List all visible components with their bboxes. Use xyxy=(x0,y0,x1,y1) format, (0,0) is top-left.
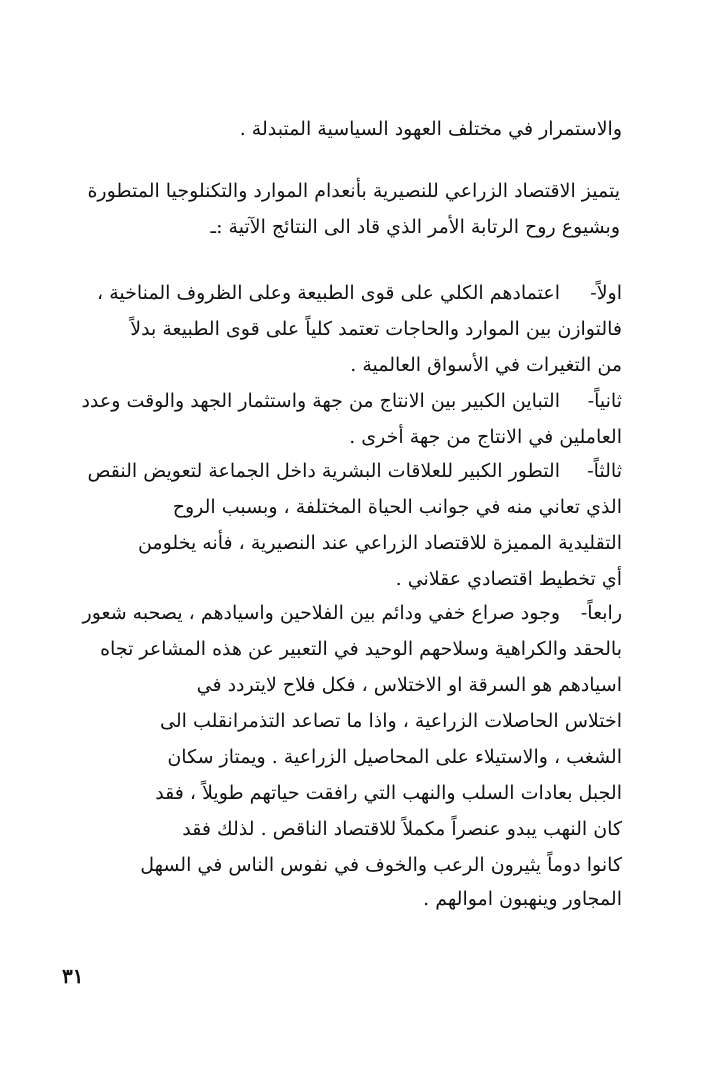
item-4-line-7: كان النهب يبدو عنصراً مكملاً للاقتصاد الناقص . لذلك فقد xyxy=(182,818,622,840)
item-1-line-1: اعتمادهم الكلي على قوى الطبيعة وعلى الظروف المناخية ، xyxy=(97,282,560,304)
item-1-line-2: فالتوازن بين الموارد والحاجات تعتمد كلياً على قوى الطبيعة بدلاً xyxy=(130,318,622,340)
top-line: والاستمرار في مختلف العهود السياسية المتبدلة . xyxy=(239,118,622,140)
intro-line-2: وبشيوع روح الرتابة الأمر الذي قاد الى النتائج الآتية :ـ xyxy=(210,216,620,238)
item-4-line-6: الجبل بعادات السلب والنهب التي رافقت حياتهم طويلاً ، فقد xyxy=(155,782,622,804)
item-label-3: ثالثاً- xyxy=(587,460,622,482)
item-2-line-1: التباين الكبير بين الانتاج من جهة واستثمار الجهد والوقت وعدد xyxy=(81,390,560,412)
item-label-1: اولاً- xyxy=(590,282,622,304)
item-4-line-4: اختلاس الحاصلات الزراعية ، واذا ما تصاعد التذمرانقلب الى xyxy=(160,710,622,732)
item-3-line-1: التطور الكبير للعلاقات البشرية داخل الجماعة لتعويض النقص xyxy=(87,460,560,482)
item-4-line-2: بالحقد والكراهية وسلاحهم الوحيد في التعبير عن هذه المشاعر تجاه xyxy=(100,638,622,660)
item-3-line-3: التقليدية المميزة للاقتصاد الزراعي عند النصيرية ، فأنه يخلومن xyxy=(137,532,622,554)
item-3-line-2: الذي تعاني منه في جوانب الحياة المختلفة ، وبسبب الروح xyxy=(172,496,622,518)
item-label-4: رابعاً- xyxy=(580,602,622,624)
item-3-line-4: أي تخطيط اقتصادي عقلاني . xyxy=(395,568,622,590)
item-4-line-5: الشغب ، والاستيلاء على المحاصيل الزراعية . ويمتاز سكان xyxy=(167,746,622,768)
item-1-line-3: من التغيرات في الأسواق العالمية . xyxy=(350,354,622,376)
item-4-line-3: اسيادهم هو السرقة او الاختلاس ، فكل فلاح لايتردد في xyxy=(196,674,622,696)
intro-line-1: يتميز الاقتصاد الزراعي للنصيرية بأنعدام الموارد والتكنلوجيا المتطورة xyxy=(87,180,620,202)
item-4-line-8: كانوا دوماً يثيرون الرعب والخوف في نفوس الناس في السهل xyxy=(140,854,622,876)
item-4-line-9: المجاور وينهبون اموالهم . xyxy=(423,888,622,910)
item-label-2: ثانياً- xyxy=(587,390,622,412)
page-number: ٣١ xyxy=(62,964,84,988)
item-2-line-2: العاملين في الانتاج من جهة أخرى . xyxy=(349,426,622,448)
item-4-line-1: وجود صراع خفي ودائم بين الفلاحين واسيادهم ، يصحبه شعور xyxy=(82,602,560,624)
